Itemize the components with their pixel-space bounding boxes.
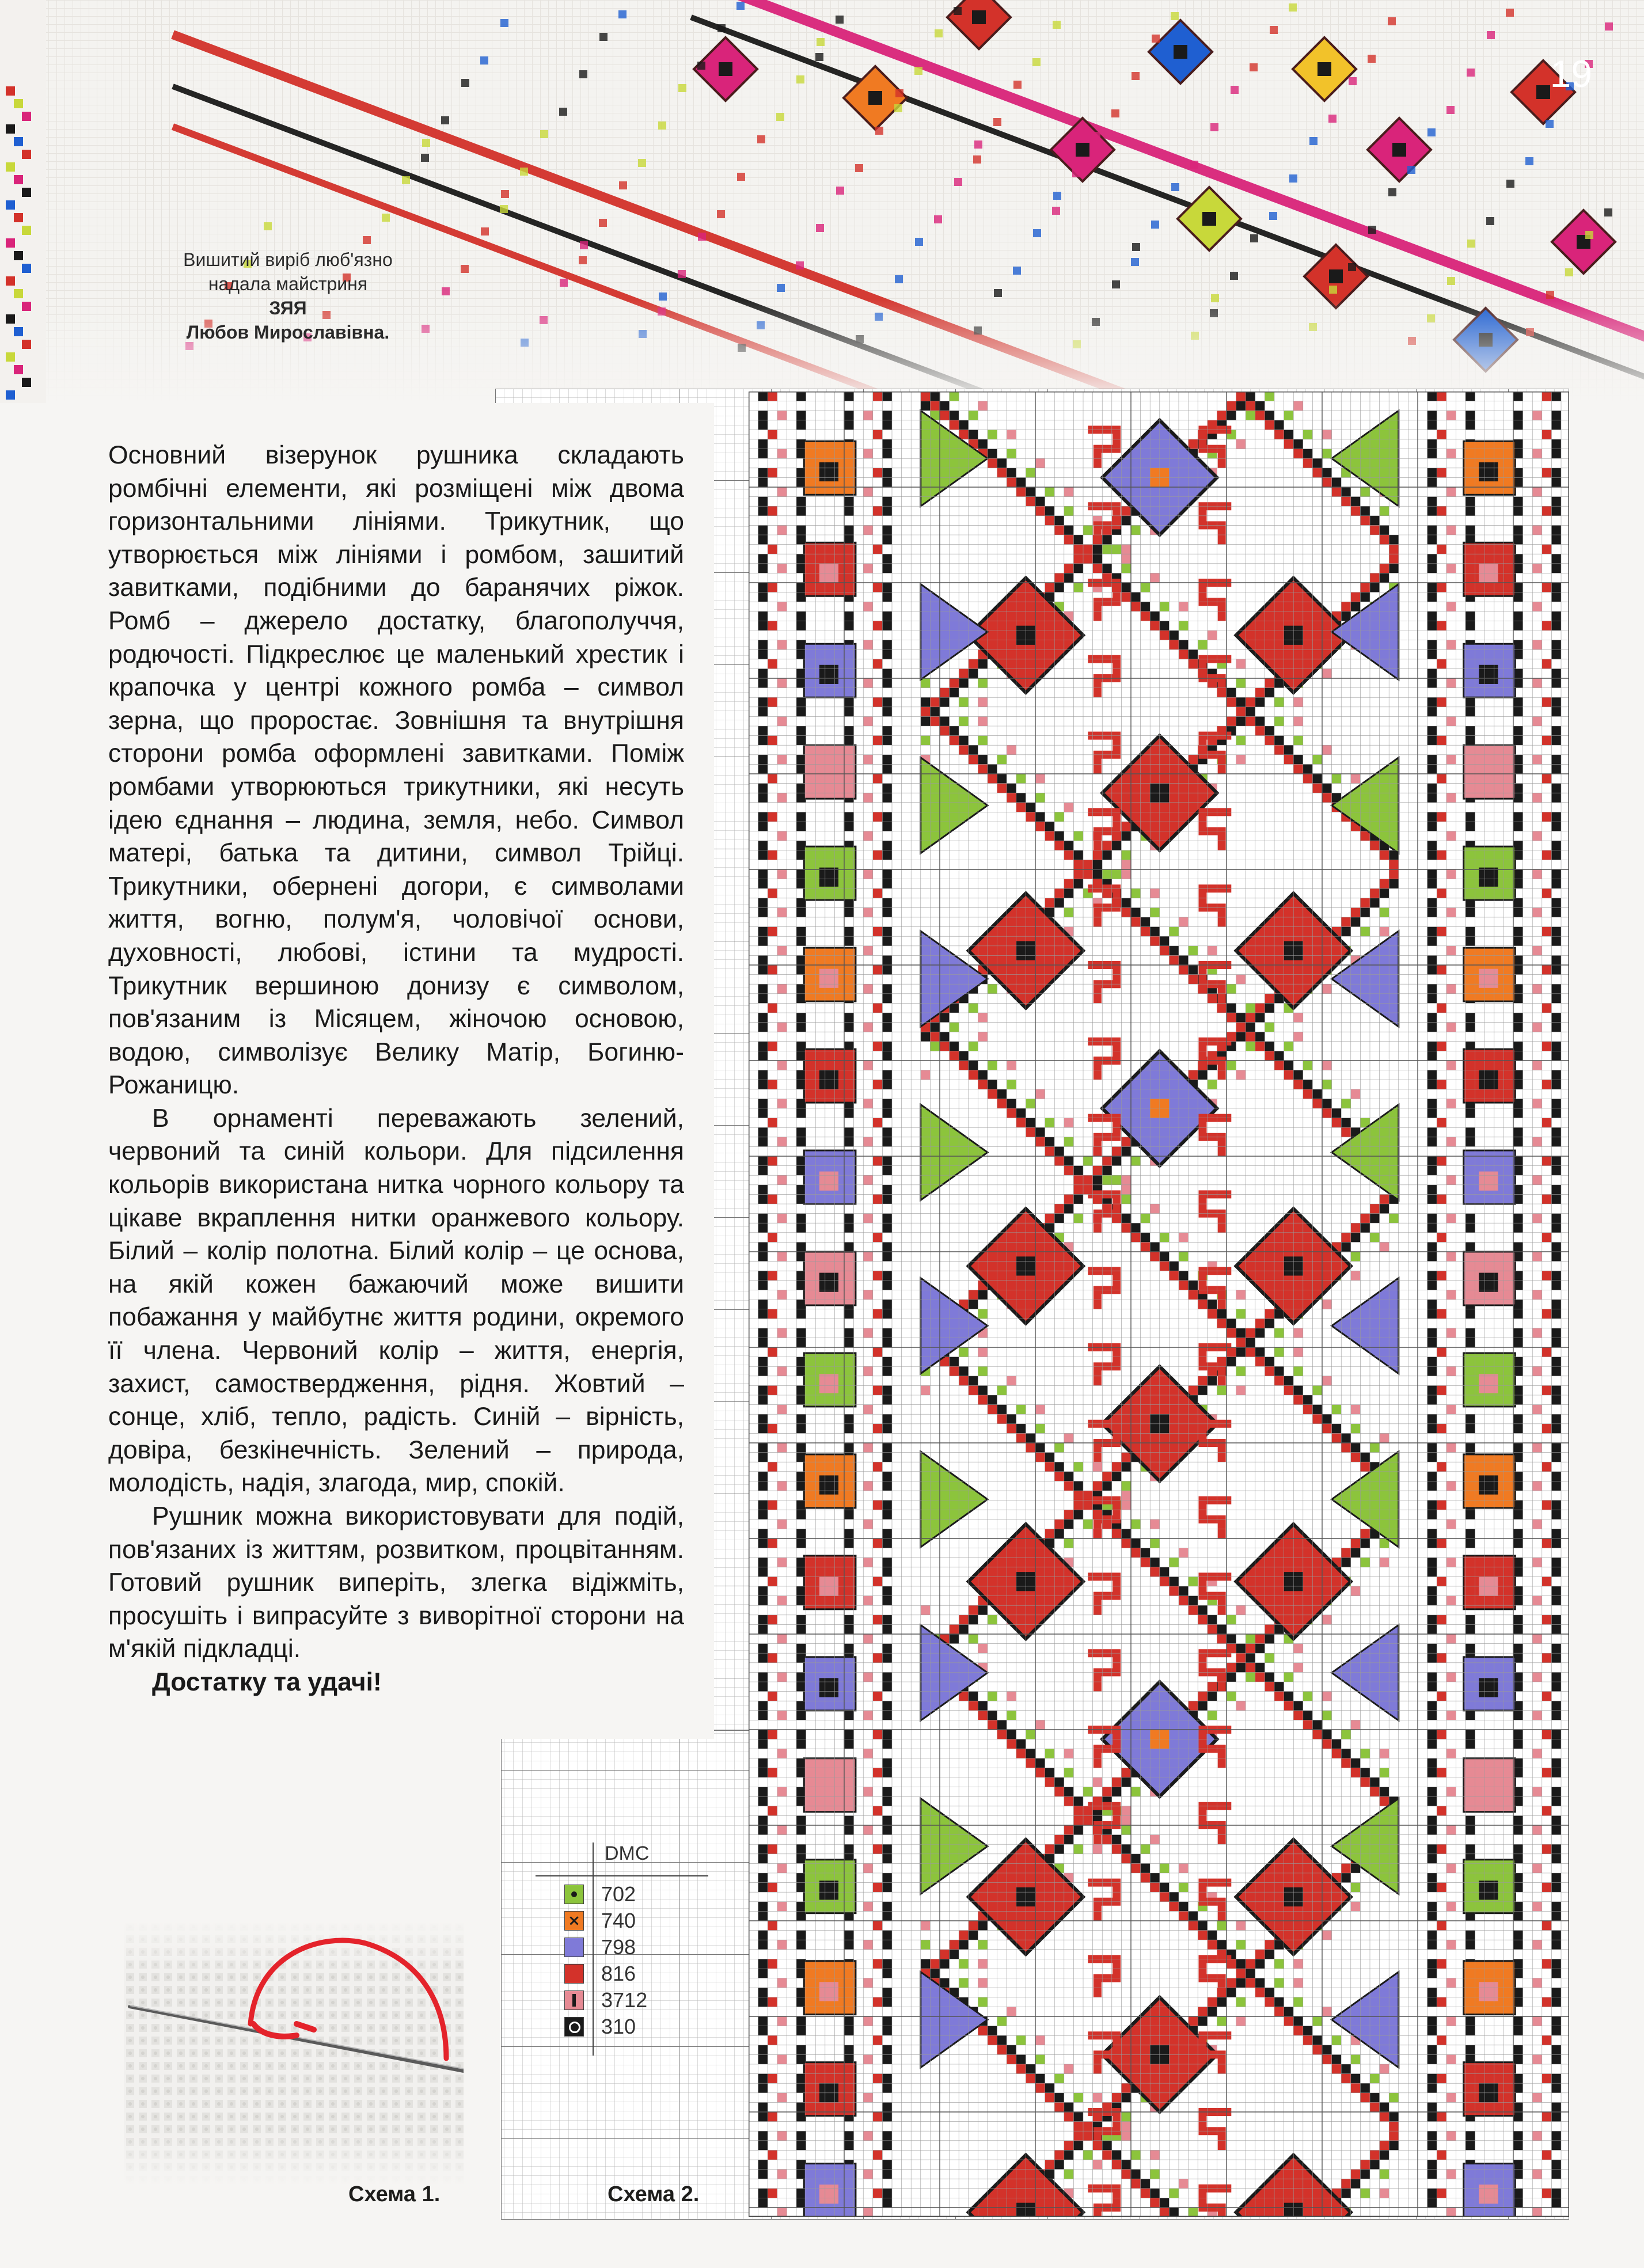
legend-item	[564, 1961, 636, 1986]
legend-item	[564, 2014, 636, 2039]
legend-swatch	[564, 1964, 584, 1984]
legend-code: 798	[601, 1935, 636, 1959]
legend-item	[564, 1935, 636, 1960]
needle-stitch-photo	[124, 1920, 464, 2185]
legend-item	[564, 1882, 636, 1907]
legend-code: 816	[601, 1962, 636, 1985]
credit-name: Любов Мирославівна.	[186, 322, 390, 343]
caption-scheme-1: Схема 1.	[348, 2182, 441, 2206]
page-number: 19	[1550, 52, 1592, 95]
cross-stitch-chart	[749, 392, 1569, 2217]
caption-scheme-2: Схема 2.	[608, 2182, 700, 2206]
legend-swatch	[564, 1938, 584, 1957]
legend-code: 702	[601, 1882, 636, 1906]
article-paragraph-1: Основний візерунок рушника складають ромбічні елементи, які розміщені між двома горизонтальними лініями. Трикутник, що утворюється між лініями і ромбом, зашитий завитками, подібними до баранячих ріжок. Ромб – джерело достатку, благополуччя, родючості. Підкреслює це маленький хрестик і крапочка у центрі кожного ромба – символ зерна, що проростає. Зовнішня та внутрішня сторони ромба оформлені завитками. Поміж ромбами утворюються трикутники, які несуть ідею єднання – людина, земля, небо. Символ матері, батька та дитини, символ Трійці. Трикутники, обернені догори, є символами життя, вогню, полум'я, чоловічої основи, духовності, любові, істини та мудрості. Трикутник вершиною донизу є символом, пов'язаним із Місяцем, жіночою основою, водою, символізує Велику Матір, Богиню-Рожаницю.	[108, 441, 684, 1100]
legend-item	[564, 1908, 636, 1933]
legend-swatch	[564, 1990, 584, 2010]
legend-code: 740	[601, 1909, 636, 1932]
credit-note	[150, 248, 426, 344]
article-paragraph-3: Рушник можна використовувати для подій, пов'язаних із життям, розвитком, процвітанням. Готовий рушник виперіть, злегка відіжміть, просушіть і випрасуйте з виворітної сторони на м'якій підкладці.	[108, 1502, 684, 1663]
legend-code: 310	[601, 2015, 636, 2038]
legend-code: 3712	[601, 1988, 648, 2012]
article-text	[108, 439, 684, 1699]
legend-swatch	[564, 2017, 584, 2037]
legend-item	[564, 1988, 647, 2013]
credit-line-2: надала майстриня	[208, 273, 368, 294]
credit-surname: ЗЯЯ	[269, 298, 307, 318]
article-closing: Достатку та удачі!	[152, 1667, 382, 1696]
legend-swatch: ×	[564, 1911, 584, 1931]
credit-line-1: Вишитий виріб люб'язно	[183, 249, 393, 270]
legend-swatch	[564, 1885, 584, 1904]
article-paragraph-2: В орнаменті переважають зелений, червоний та синій кольори. Для підсилення кольорів використана нитка чорного кольору та цікаве вкраплення нитки оранжевого кольору. Білий – колір полотна. Білий колір – це основа, на якій кожен бажаючий може вишити побажання у майбутнє життя родини, окремого її члена. Червоний колір – життя, енергія, захист, самоствердження, рідня. Жовтий – сонце, хліб, тепло, радість. Синій – вірність, довіра, безкінечність. Зелений – природа, молодість, надія, злагода, мир, спокій.	[108, 1104, 684, 1498]
legend-header: DMC	[605, 1842, 650, 1864]
